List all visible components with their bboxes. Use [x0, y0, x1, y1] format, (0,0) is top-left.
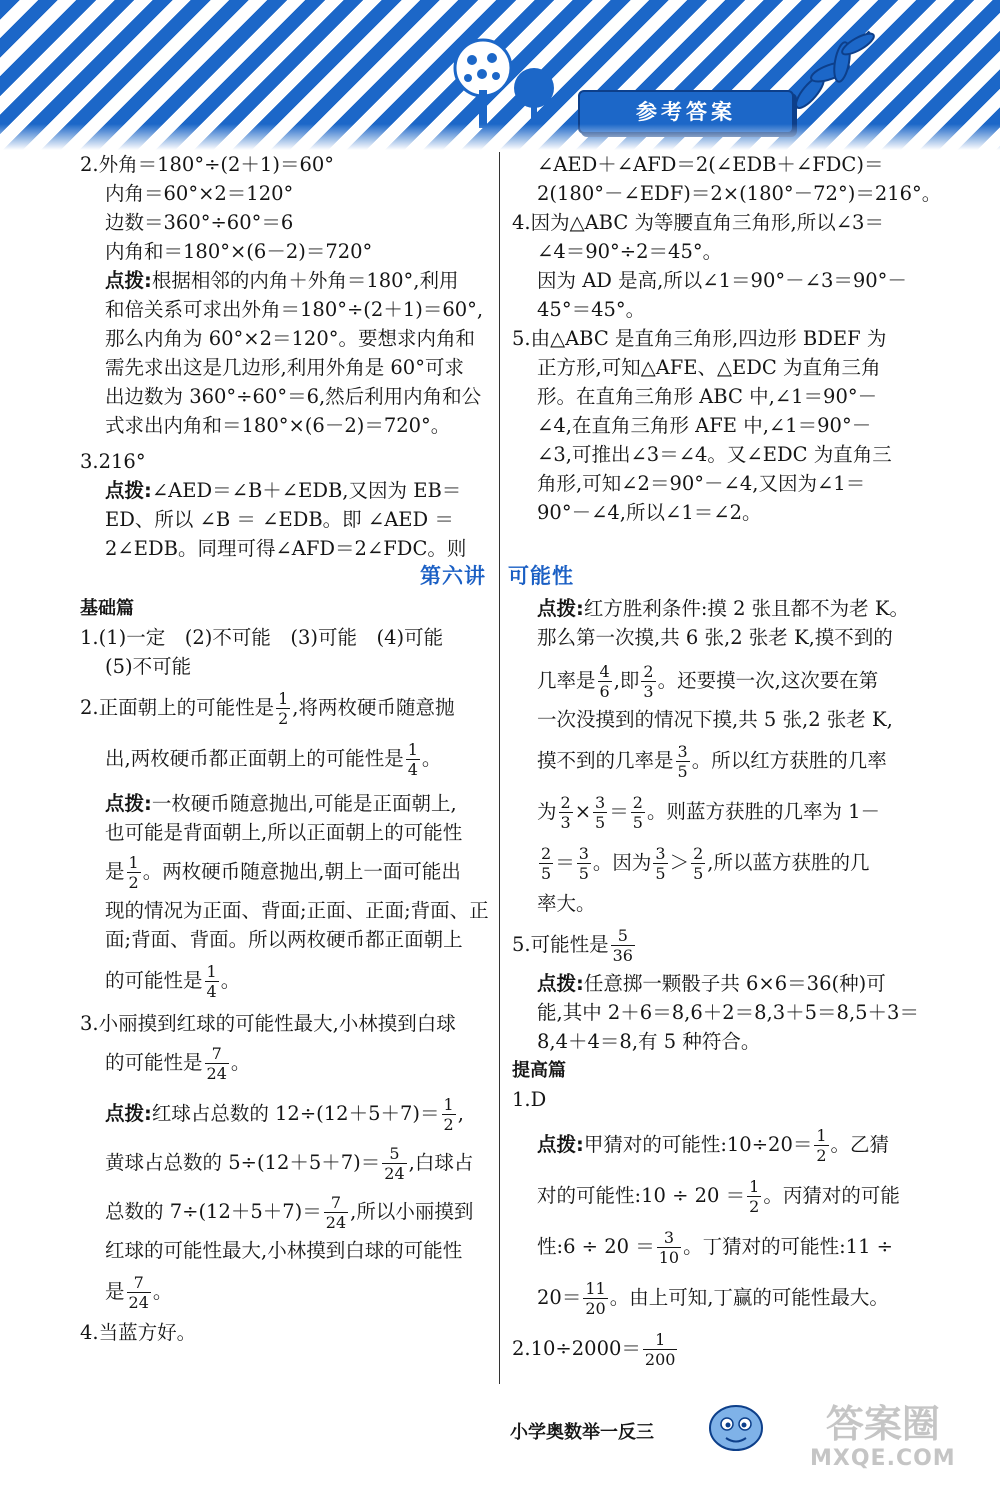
fraction-5-36: $\frac{5}{36}$: [612, 926, 633, 965]
hint-2-line-2: 和倍关系可求出外角＝180°÷(2＋1)＝60°,: [105, 298, 484, 321]
right-upper-answers: [512, 150, 941, 527]
rb-hp1-line-3: 性:6 ÷ 20 ＝ $\frac{3}{10}$ 。丁猜对的可能性:11 ÷: [537, 1228, 894, 1267]
hint-label: 点拨:: [105, 479, 152, 502]
lb-h3-line-3: 总数的 7÷(12＋5＋7)＝ $\frac{7}{24}$ ,所以小丽摸到: [105, 1193, 474, 1232]
fraction-1-2: $\frac{1}{2}$: [443, 1095, 454, 1134]
rb-h4-line-5: 摸不到的几率是 $\frac{3}{5}$ 。所以红方获胜的几率: [537, 742, 887, 781]
answer-5-line-1: 5.由△ABC 是直角三角形,四边形 BDEF 为: [512, 327, 887, 350]
fraction-3-10: $\frac{3}{10}$: [658, 1228, 680, 1267]
lb-h3-line-2: 黄球占总数的 5÷(12＋5＋7)＝ $\frac{5}{24}$ ,白球占: [105, 1144, 474, 1183]
fraction-4-6: $\frac{4}{6}$: [599, 662, 610, 701]
rb-h4-line-7: $\frac{2}{5}$ ＝ $\frac{3}{5}$ 。因为 $\frac{3}{5}$ ＞ $\frac{2}{5}$ ,所以蓝方获胜的几: [541, 844, 870, 883]
lb-q2-line-2: 出,两枚硬币都正面朝上的可能性是 $\frac{1}{4}$ 。: [105, 740, 442, 779]
rb-hp1-line-4: 20＝ $\frac{11}{20}$ 。由上可知,丁赢的可能性最大。: [537, 1279, 889, 1318]
tree-icon: [448, 38, 518, 130]
answer-4-line-4: 45°＝45°。: [537, 298, 646, 321]
lb-h2-line-5: 面;背面、背面。所以两枚硬币都正面朝上: [105, 928, 463, 951]
rb-h4-line-8: 率大。: [537, 892, 596, 915]
fraction-7-24: $\frac{7}{24}$: [206, 1044, 227, 1083]
fraction-3-5: $\frac{3}{5}$: [655, 844, 666, 883]
answer-5-line-5: ∠3,可推出∠3＝∠4。又∠EDC 为直角三: [537, 443, 892, 466]
lb-q2-line-1: 2.正面朝上的可能性是 $\frac{1}{2}$ ,将两枚硬币随意抛: [80, 689, 455, 728]
rb-h5-line-1: 点拨:任意掷一颗骰子共 6×6＝36(种)可: [537, 972, 886, 995]
watermark: [810, 1402, 956, 1472]
lb-q1b: (5)不可能: [105, 655, 192, 678]
fraction-3-5: $\frac{3}{5}$: [595, 793, 606, 832]
fraction-1-4: $\frac{1}{4}$: [206, 962, 217, 1001]
left-lower-answers: [80, 594, 489, 1347]
footer-book-title: 小学奥数举一反三: [510, 1422, 654, 1443]
lb-h2-line-2: 也可能是背面朝上,所以正面朝上的可能性: [105, 821, 463, 844]
cartoon-mascot-icon: [706, 1398, 766, 1454]
answer-2-line-3: 边数＝360°÷60°＝6: [105, 211, 294, 234]
rb-p1: 1.D: [512, 1088, 547, 1111]
rb-p2: 2.10÷2000＝ $\frac{1}{200}$: [512, 1330, 676, 1369]
lb-h3-line-4: 红球的可能性最大,小林摸到白球的可能性: [105, 1239, 463, 1262]
fraction-2-3: $\frac{2}{3}$: [560, 793, 571, 832]
fraction-3-5: $\frac{3}{5}$: [578, 844, 589, 883]
answer-5-line-3: 形。在直角三角形 ABC 中,∠1＝90°－: [537, 385, 878, 408]
rb-h5-line-3: 8,4＋4＝8,有 5 种符合。: [537, 1030, 761, 1053]
page-header-banner: [0, 0, 1000, 150]
hint-2-line-3: 那么内角为 60°×2＝120°。要想求内角和: [105, 327, 475, 350]
advanced-section-label: 提高篇: [512, 1060, 566, 1081]
round-tree-icon: [512, 66, 556, 128]
fraction-1-2: $\frac{1}{2}$: [278, 689, 289, 728]
lb-h3-line-1: 点拨:红球占总数的 12÷(12＋5＋7)＝ $\frac{1}{2}$ ,: [105, 1095, 464, 1134]
answer-2-line-4: 内角和＝180°×(6－2)＝720°: [105, 240, 373, 263]
right-line-1: ∠AED＋∠AFD＝2(∠EDB＋∠FDC)＝: [537, 153, 884, 176]
lb-h2-line-1: 点拨:一枚硬币随意抛出,可能是正面朝上,: [105, 792, 457, 815]
fraction-2-5: $\frac{2}{5}$: [632, 793, 643, 832]
fraction-5-24: $\frac{5}{24}$: [384, 1144, 405, 1183]
rb-q5: 5.可能性是 $\frac{5}{36}$: [512, 926, 633, 965]
rb-hp1-line-2: 对的可能性:10 ÷ 20 ＝ $\frac{1}{2}$ 。丙猜对的可能: [537, 1177, 900, 1216]
watermark-line-2: MXQE.COM: [810, 1446, 956, 1471]
answer-tab-label: 参考答案: [636, 100, 736, 124]
hint-2-line-4: 需先求出这是几边形,利用外角是 60°可求: [105, 356, 464, 379]
fraction-7-24: $\frac{7}{24}$: [325, 1193, 347, 1232]
fraction-1-2: $\frac{1}{2}$: [749, 1177, 760, 1216]
rb-h4-line-4: 一次没摸到的情况下摸,共 5 张,2 张老 K,: [537, 708, 893, 731]
left-upper-answers: [80, 150, 483, 563]
rb-h4-line-2: 那么第一次摸,共 6 张,2 张老 K,摸不到的: [537, 626, 893, 649]
lb-h2-line-3: 是 $\frac{1}{2}$ 。两枚硬币随意抛出,朝上一面可能出: [105, 853, 461, 892]
answer-4-line-3: 因为 AD 是高,所以∠1＝90°－∠3＝90°－: [537, 269, 907, 292]
fraction-2-5: $\frac{2}{5}$: [693, 844, 704, 883]
fraction-7-24: $\frac{7}{24}$: [128, 1273, 149, 1312]
right-line-2: 2(180°－∠EDF)＝2×(180°－72°)＝216°。: [537, 182, 942, 205]
hint-2-line-6: 式求出内角和＝180°×(6－2)＝720°。: [105, 414, 451, 437]
rb-h4-line-1: 点拨:红方胜利条件:摸 2 张且都不为老 K。: [537, 597, 909, 620]
rb-hp1-line-1: 点拨:甲猜对的可能性:10÷20＝ $\frac{1}{2}$ 。乙猜: [537, 1126, 890, 1165]
answer-3: 3.216°: [80, 450, 146, 473]
answer-4-line-1: 4.因为△ABC 为等腰直角三角形,所以∠3＝: [512, 211, 884, 234]
answer-5-line-2: 正方形,可知△AFE、△EDC 为直角三角: [537, 356, 881, 379]
lb-h3-line-5: 是 $\frac{7}{24}$ 。: [105, 1273, 173, 1312]
basic-section-label: 基础篇: [80, 598, 134, 619]
rb-h5-line-2: 能,其中 2＋6＝8,6＋2＝8,3＋5＝8,5＋3＝: [537, 1001, 919, 1024]
hint-3-line-3: 2∠EDB。同理可得∠AFD＝2∠FDC。则: [105, 537, 467, 560]
column-divider: [499, 152, 500, 1384]
answer-5-line-6: 角形,可知∠2＝90°－∠4,又因为∠1＝: [537, 472, 866, 495]
fraction-3-5: $\frac{3}{5}$: [677, 742, 688, 781]
answer-4-line-2: ∠4＝90°÷2＝45°。: [537, 240, 723, 263]
hint-3-line-1: 点拨:∠AED＝∠B＋∠EDB,又因为 EB＝: [105, 479, 462, 502]
section-title: 第六讲 可能性: [420, 564, 574, 588]
right-lower-answers: [512, 594, 919, 1369]
fraction-2-3: $\frac{2}{3}$: [643, 662, 654, 701]
fraction-1-2: $\frac{1}{2}$: [128, 853, 139, 892]
lb-q3-line-1: 3.小丽摸到红球的可能性最大,小林摸到白球: [80, 1012, 456, 1035]
fraction-11-20: $\frac{11}{20}$: [585, 1279, 606, 1318]
rb-h4-line-6: 为 $\frac{2}{3}$ × $\frac{3}{5}$ ＝ $\frac{2}{5}$ 。则蓝方获胜的几率为 1－: [537, 793, 881, 832]
answer-2-line-1: 2.外角＝180°÷(2＋1)＝60°: [80, 153, 335, 176]
answer-2-line-2: 内角＝60°×2＝120°: [105, 182, 294, 205]
hint-2-line-1: 点拨:根据相邻的内角＋外角＝180°,利用: [105, 269, 459, 292]
fraction-1-200: $\frac{1}{200}$: [644, 1330, 676, 1369]
fraction-1-4: $\frac{1}{4}$: [407, 740, 418, 779]
hint-3-line-2: ED、所以 ∠B ＝ ∠EDB。即 ∠AED ＝: [105, 508, 454, 531]
rb-h4-line-3: 几率是 $\frac{4}{6}$ ,即 $\frac{2}{3}$ 。还要摸一次,这次要在第: [537, 662, 879, 701]
hint-label: 点拨:: [105, 269, 152, 292]
lb-q3-line-2: 的可能性是 $\frac{7}{24}$ 。: [105, 1044, 251, 1083]
lb-h2-line-4: 现的情况为正面、背面;正面、正面;背面、正: [105, 899, 489, 922]
lb-q1a: 1.(1)一定 (2)不可能 (3)可能 (4)可能: [80, 626, 444, 649]
answer-5-line-4: ∠4,在直角三角形 AFE 中,∠1＝90°－: [537, 414, 872, 437]
header-fade: [0, 124, 1000, 150]
fraction-1-2: $\frac{1}{2}$: [816, 1126, 827, 1165]
watermark-line-1: 答案圈: [825, 1402, 940, 1446]
lb-q4: 4.当蓝方好。: [80, 1321, 197, 1344]
lb-h2-line-6: 的可能性是 $\frac{1}{4}$ 。: [105, 962, 241, 1001]
fraction-2-5: $\frac{2}{5}$: [541, 844, 552, 883]
hint-2-line-5: 出边数为 360°÷60°＝6,然后利用内角和公: [105, 385, 482, 408]
answer-5-line-7: 90°－∠4,所以∠1＝∠2。: [537, 501, 762, 524]
